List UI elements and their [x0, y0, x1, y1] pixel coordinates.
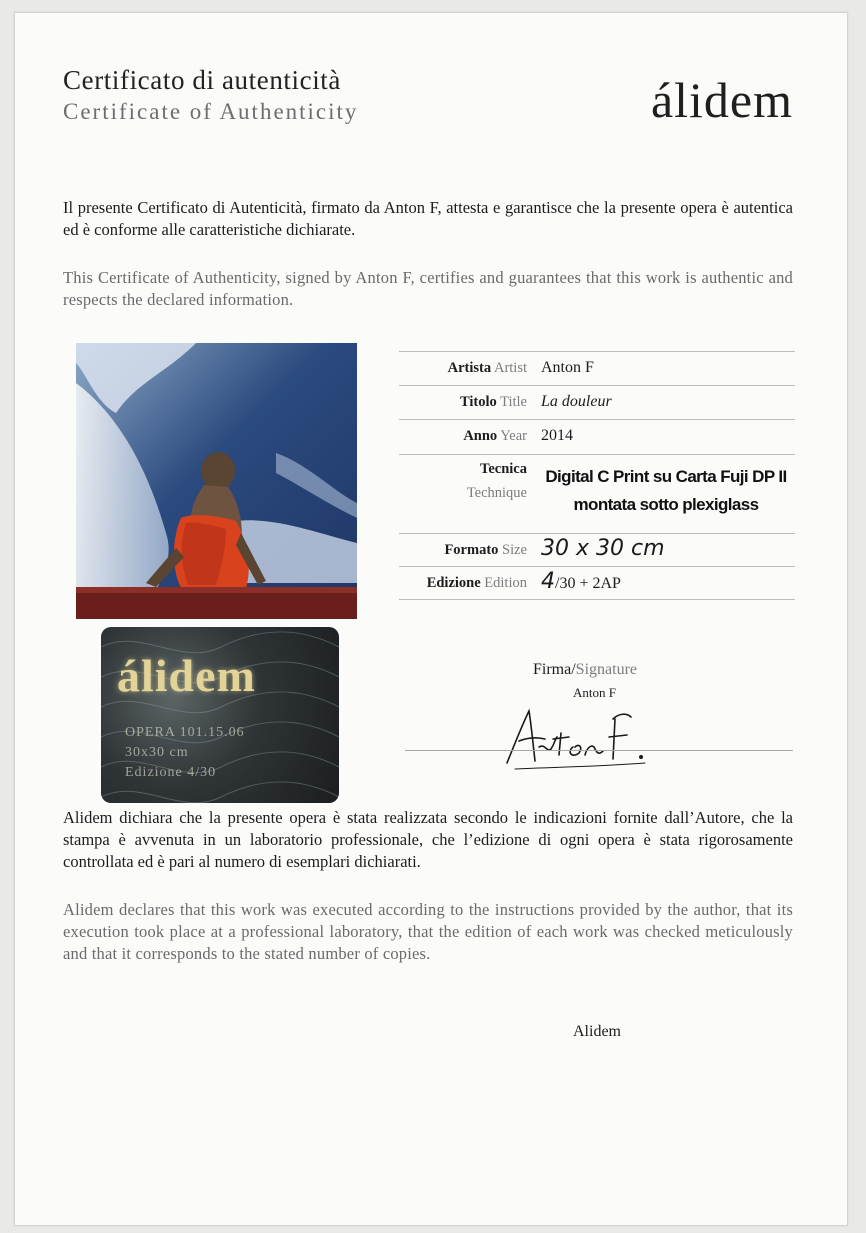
brand-logo: álidem: [650, 72, 793, 128]
title-label-en: Title: [500, 394, 527, 410]
title-english: Certificate of Authenticity: [63, 99, 359, 124]
edition-label-it: Edizione: [426, 575, 481, 591]
year-row: [399, 419, 795, 454]
technique-value-line-2: montata sotto plexiglass: [573, 495, 759, 514]
year-label-it: Anno: [463, 428, 498, 444]
artist-label-it: Artista: [447, 360, 492, 376]
edition-label-en: Edition: [484, 575, 527, 591]
artwork-image: [76, 343, 357, 619]
closing-english: Alidem declares that this work was executed according to the instructions provided by the author, that its execution took place at a professional laboratory, that the edition of each work was checked meticulously and that it corresponds to the stated number of copies.: [63, 900, 793, 963]
intro-english: This Certificate of Authenticity, signed by Anton F, certifies and guarantees that this work is authentic and respects the declared information.: [63, 268, 793, 309]
signature-label: [533, 661, 637, 679]
intro-italian: Il presente Certificato di Autenticità, firmato da Anton F, attesta e garantisce che la presente opera è autentica ed è conforme alle caratteristiche dichiarate.: [63, 198, 793, 239]
handwritten-signature: [495, 703, 665, 773]
year-value: 2014: [541, 427, 573, 444]
edition-total: /30 + 2AP: [555, 575, 621, 592]
title-row: [399, 385, 795, 419]
size-row: [399, 533, 795, 566]
year-label-en: Year: [500, 428, 527, 444]
signature-label-it: Firma/: [533, 661, 576, 678]
signature-line: [405, 750, 793, 751]
hologram-code-line-1: OPERA 101.15.06: [125, 725, 245, 740]
artist-row: [399, 351, 795, 385]
certificate-sheet: [14, 12, 848, 1226]
artist-value: Anton F: [541, 359, 594, 376]
size-value-handwritten: 30 x 30 cm: [541, 536, 665, 561]
closing-signature: Alidem: [573, 1023, 621, 1040]
signature-name: Anton F: [573, 685, 616, 700]
authenticity-hologram: [101, 627, 339, 803]
technique-label-en: Technique: [466, 485, 527, 501]
artist-label-en: Artist: [493, 360, 527, 376]
technique-value-line-1: Digital C Print su Carta Fuji DP II: [545, 467, 787, 486]
size-label-en: Size: [502, 542, 527, 558]
edition-value: [541, 569, 621, 594]
technique-label-it: Tecnica: [480, 461, 527, 477]
artwork-details-table: [399, 351, 795, 600]
edition-number-handwritten: 4: [541, 569, 555, 594]
hologram-code-line-2: 30x30 cm: [125, 745, 189, 760]
title-label-it: Titolo: [459, 394, 497, 410]
title-value: La douleur: [541, 393, 612, 410]
size-label-it: Formato: [444, 542, 499, 558]
signature-label-en: Signature: [575, 661, 637, 678]
title-italian: Certificato di autenticità: [63, 65, 341, 95]
hologram-logo: álidem: [117, 650, 256, 701]
technique-row: [399, 454, 795, 533]
closing-italian: Alidem dichiara che la presente opera è stata realizzata secondo le indicazioni fornite dall’Autore, che la stampa è avvenuta in un laboratorio professionale, che l’edizione di ogni opera è stata rigorosamente controllata ed è pari al numero di esemplari dichiarati.: [63, 808, 793, 871]
edition-row: [399, 566, 795, 600]
hologram-code-line-3: Edizione 4/30: [125, 765, 217, 780]
